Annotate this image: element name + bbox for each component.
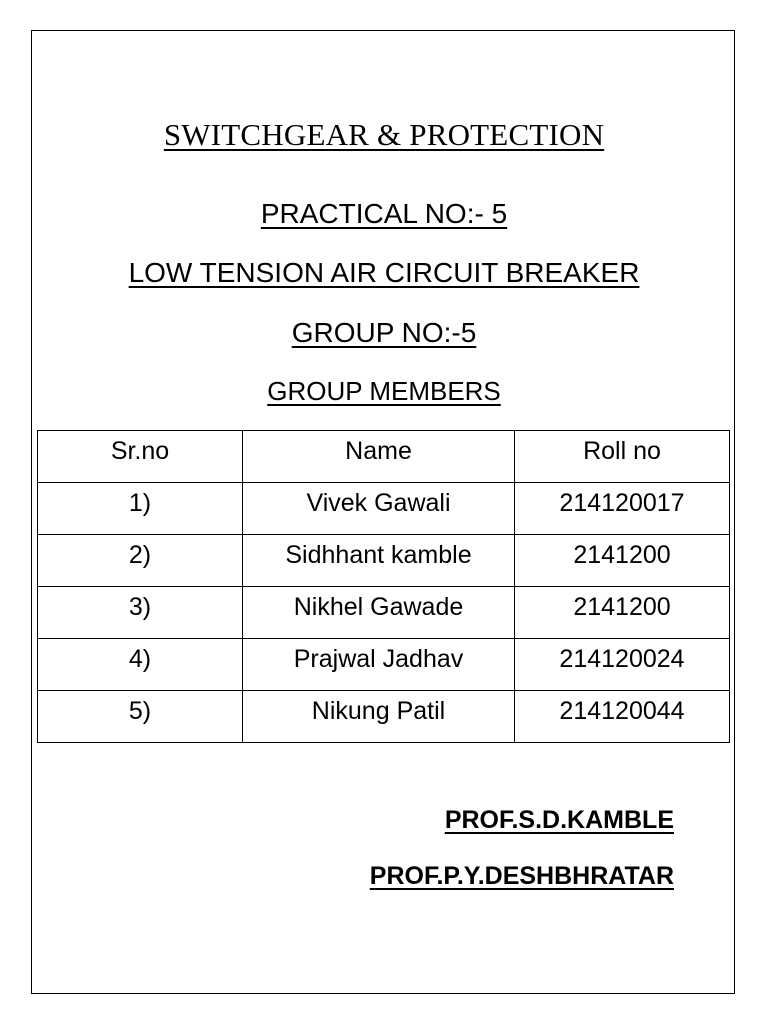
cell-sr-no: 4) xyxy=(38,639,243,691)
cell-roll-no: 2141200 xyxy=(515,535,730,587)
cell-roll-no: 2141200 xyxy=(515,587,730,639)
cell-name: Vivek Gawali xyxy=(243,483,515,535)
header-cell-sr-no: Sr.no xyxy=(38,431,243,483)
professor-name: PROF.S.D.KAMBLE xyxy=(444,806,674,834)
members-heading-line xyxy=(0,376,768,407)
members-table xyxy=(37,430,730,743)
cell-sr-no: 2) xyxy=(38,535,243,587)
document-title: SWITCHGEAR & PROTECTION xyxy=(163,117,605,152)
practical-number: PRACTICAL NO:- 5 xyxy=(260,198,508,229)
table-row xyxy=(38,535,730,587)
practical-number-line xyxy=(0,198,768,230)
cell-name: Nikung Patil xyxy=(243,691,515,743)
group-number: GROUP NO:-5 xyxy=(291,317,477,348)
cell-sr-no: 3) xyxy=(38,587,243,639)
table-row xyxy=(38,587,730,639)
cell-name: Nikhel Gawade xyxy=(243,587,515,639)
cell-roll-no: 214120024 xyxy=(515,639,730,691)
cell-roll-no: 214120044 xyxy=(515,691,730,743)
professor-1-line xyxy=(445,806,674,835)
table-row xyxy=(38,639,730,691)
cell-sr-no: 5) xyxy=(38,691,243,743)
header-cell-roll-no: Roll no xyxy=(515,431,730,483)
professor-name: PROF.P.Y.DESHBHRATAR xyxy=(369,862,674,890)
group-number-line xyxy=(0,317,768,349)
table-row xyxy=(38,691,730,743)
practical-subject: LOW TENSION AIR CIRCUIT BREAKER xyxy=(128,257,640,288)
cell-roll-no: 214120017 xyxy=(515,483,730,535)
table-row xyxy=(38,483,730,535)
professor-2-line xyxy=(370,862,674,891)
practical-subject-line xyxy=(0,257,768,289)
table-header-row xyxy=(38,431,730,483)
cell-name: Sidhhant kamble xyxy=(243,535,515,587)
document-title-line xyxy=(0,117,768,153)
cell-sr-no: 1) xyxy=(38,483,243,535)
cell-name: Prajwal Jadhav xyxy=(243,639,515,691)
members-heading: GROUP MEMBERS xyxy=(267,376,501,406)
header-cell-name: Name xyxy=(243,431,515,483)
